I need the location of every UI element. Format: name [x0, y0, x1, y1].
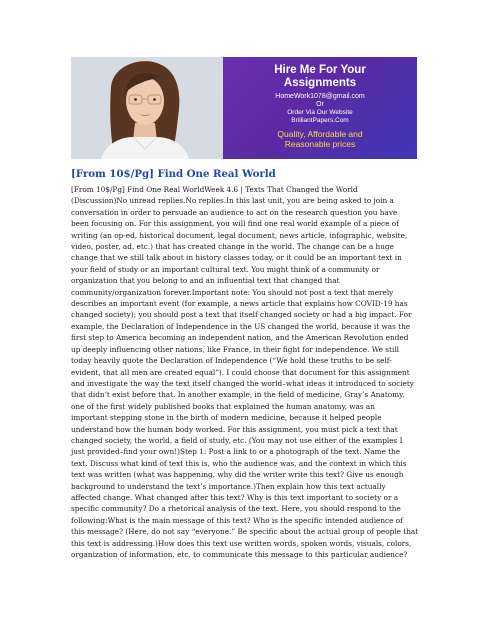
banner-headline-line1: Hire Me For Your	[274, 64, 366, 76]
body-line: today heavily quote the Declaration of Independence (“We hold these truths to be self-	[71, 356, 392, 366]
body-line: changed society, the world, a field of study, etc. (You may not use either of the examples I	[71, 435, 403, 445]
body-line: understand how the human body worked. For this assignment, you must pick a text that	[71, 424, 398, 434]
banner-order-text: Order Via Our Website	[287, 109, 353, 116]
body-line: affected change. What changed after this text? Why is this text important to society or a	[71, 492, 399, 502]
body-line: text. Discuss what kind of text this is, who the audience was, and the context in which this	[71, 458, 407, 468]
body-line: video, poster, ad, etc.) that has created change in the world. The change can be a huge	[71, 242, 394, 252]
banner-quality-line2: Reasonable prices	[284, 139, 356, 149]
body-line: (Discussion)No unread replies.No replies.In this last unit, you are being asked to join a	[71, 196, 394, 206]
body-line: conversation in order to persuade an audience to act on the research question you have	[71, 207, 398, 217]
body-line: that didn’t exist before that. In another example, in the field of medicine, Gray’s Anatomy,	[71, 390, 405, 400]
banner-headline	[223, 64, 417, 90]
body-line: change that we still talk about in history classes today, or it could be an important text in	[71, 253, 402, 263]
banner-quality-line1: Quality, Affordable and	[277, 129, 363, 139]
body-line: important stepping stone in the birth of modern medicine, because it helped people	[71, 413, 382, 423]
body-line: up deeply influencing other nations, like France, in their fight for independence. We still	[71, 344, 399, 354]
body-line: this message? (Here, do not say “everyone.” Be specific about the actual group of people that	[71, 527, 419, 537]
body-line: [From 10$/Pg] Find One Real WorldWeek 4.6 | Texts That Changed the World	[71, 185, 358, 194]
body-line: text was written (what was happening, why did the writer write this text? Give us enough	[71, 470, 404, 480]
document-body	[71, 184, 431, 560]
body-line: writing (an op-ed, historical document, legal document, news article, infographic, website,	[71, 230, 408, 240]
body-line: one of the first widely published books that explained the human anatomy, was an	[71, 401, 375, 411]
document-title: [From 10$/Pg] Find One Real World	[71, 168, 276, 180]
body-line: example, the Declaration of Independence in the US changed the world, because it was the	[71, 321, 411, 331]
body-line: specific community? Do a rhetorical analysis of the text. Here, you should respond to the	[71, 504, 401, 514]
body-line: describes an important event (for example, a news article that explains how COVID-19 has	[71, 299, 408, 309]
woman-photo	[71, 57, 223, 159]
hire-me-panel[interactable]	[223, 57, 417, 159]
body-line: and investigate the way the text itself changed the world–what ideas it introduced to society	[71, 378, 414, 388]
body-line: organization that you belong to and an influential text that changed that	[71, 276, 340, 286]
body-line: been focusing on. For this assignment, you will find one real world example of a piece of	[71, 219, 399, 229]
body-line: first step to America becoming an independent nation, and the American Revolution ended	[71, 333, 409, 343]
body-line: this text is addressing.)How does this text use written words, spoken words, visuals, colors,	[71, 538, 412, 548]
banner-website-link[interactable]: BrilliantPapers.Com	[291, 117, 349, 124]
body-line: evident, that all men are created equal”). I could choose that document for this assignment	[71, 367, 410, 377]
woman-illustration	[71, 57, 223, 159]
banner-email[interactable]: HomeWork1078@gmail.com	[275, 93, 365, 100]
body-line: changed society); you should post a text that itself changed society or had a big impact. For	[71, 310, 412, 320]
advertisement-banner[interactable]	[71, 57, 417, 159]
banner-headline-line2: Assignments	[283, 77, 357, 89]
body-line: just provided–find your own!)Step 1: Post a link to or a photograph of the text. Name the	[71, 447, 401, 457]
body-line: organization of information, etc. to communicate this message to this particular audience?	[71, 550, 408, 559]
body-line: background to understand the text’s importance.)Then explain how this text actually	[71, 481, 386, 491]
body-line: community/organization forever.Important note: You should not post a text that merely	[71, 287, 394, 297]
body-line: your field of study or an important cultural text. You might think of a community or	[71, 264, 380, 274]
banner-or-text: Or	[316, 101, 324, 108]
body-line: following:What is the main message of this text? Who is the specific intended audience of	[71, 515, 403, 525]
